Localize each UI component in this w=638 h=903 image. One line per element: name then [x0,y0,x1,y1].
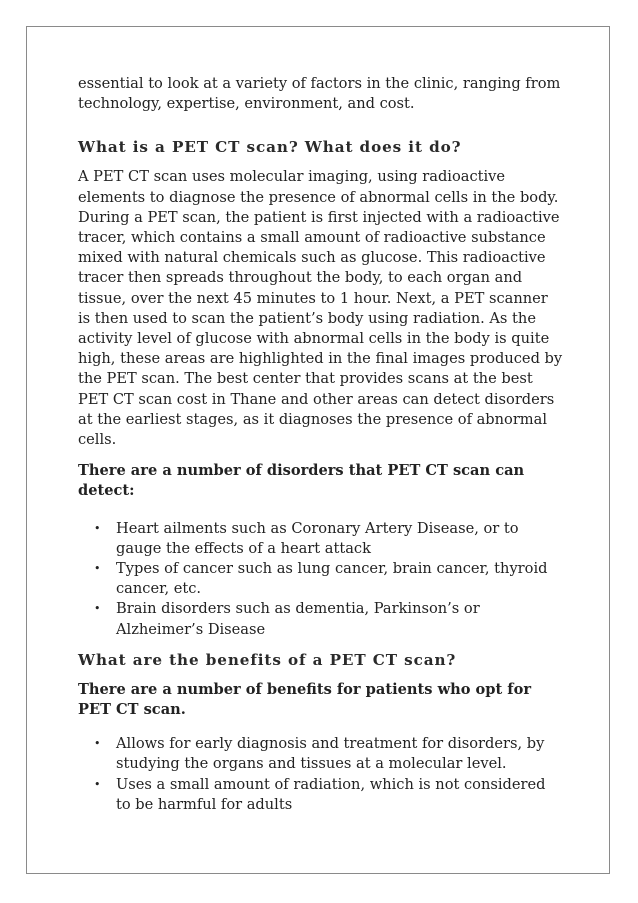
benefits-lead-text: There are a number of benefits for patients who opt for PET CT scan. [78,680,532,719]
list-item-text: Types of cancer such as lung cancer, brain cancer, thyroid cancer, etc. [116,560,548,598]
list-item [78,734,564,774]
pet-ct-explanation-paragraph: A PET CT scan uses molecular imaging, using radioactive elements to diagnose the presence of abnormal cells in the body. During a PET scan, the patient is first injected with a radioactive tracer, which contains a small amount of radioactive substance mixed with natural chemicals such as glucose. This radioactive tracer then spreads throughout the body, to each organ and tissue, over the next 45 minutes to 1 hour. Next, a PET scanner is then used to scan the patient’s body using radiation. As the activity level of glucose with abnormal cells in the body is quite high, these areas are highlighted in the final images produced by the PET scan. The best center that provides scans at the best PET CT scan cost in Thane and other areas can detect disorders at the earliest stages, as it diagnoses the presence of abnormal cells. [78,168,563,449]
disorders-lead-text: There are a number of disorders that PET CT scan can detect: [78,462,525,500]
list-item [78,599,564,639]
benefits-list [78,734,564,815]
list-item-text: Uses a small amount of radiation, which is not considered to be harmful for adults [116,775,546,813]
disorders-list [78,519,564,640]
bullet-icon: • [94,737,101,751]
bullet-icon: • [94,521,101,535]
section-heading-benefits: What are the benefits of a PET CT scan? [78,650,457,669]
list-item [78,519,564,559]
document-content [78,74,564,825]
list-item-text: Heart ailments such as Coronary Artery Disease, or to gauge the effects of a heart attack [116,519,519,557]
section-heading-what-is-pet-ct: What is a PET CT scan? What does it do? [78,138,462,157]
list-item-text: Allows for early diagnosis and treatment for disorders, by studying the organs and tissues at a molecular level. [116,735,545,773]
list-item [78,559,564,599]
list-item [78,775,564,815]
list-item-text: Brain disorders such as dementia, Parkinson’s or Alzheimer’s Disease [116,600,480,638]
intro-paragraph: essential to look at a variety of factors in the clinic, ranging from technology, expertise, environment, and cost. [78,75,561,113]
bullet-icon: • [94,602,101,616]
bullet-icon: • [94,777,101,791]
bullet-icon: • [94,562,101,576]
